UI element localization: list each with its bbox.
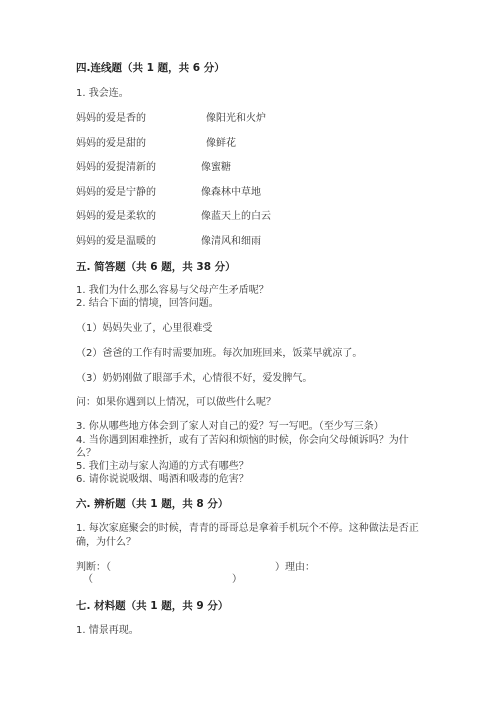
section6-question-1: 1. 每次家庭聚会的时候，青青的哥哥总是拿着手机玩个不停。这种做法是否正 [76,523,419,534]
section7-heading: 七. 材料题（共 1 题，共 9 分） [76,600,229,612]
scenario-3: （3）奶奶刚做了眼部手术，心情很不好，爱发脾气。 [76,373,313,384]
match-left-item: 妈妈的爱是温暖的 [76,236,156,247]
section5-question-4: 4. 当你遇到困难挫折，或有了苦闷和烦恼的时候，你会向父母倾诉吗？为什 [76,435,409,446]
section4-heading: 四.连线题（共 1 题，共 6 分） [76,62,225,74]
match-right-item: 像蜜糖 [201,162,231,173]
match-left-item: 妈妈的爱提清新的 [76,162,156,173]
match-right-item: 像森林中草地 [201,187,261,198]
scenario-question: 问：如果你遇到以上情况，可以做些什么呢？ [76,397,276,408]
reason-label: ）理由： [275,562,315,573]
section6-heading: 六. 辨析题（共 1 题，共 8 分） [76,498,229,510]
match-left-item: 妈妈的爱是香的 [76,113,146,124]
judge-label: 判断：（ [76,562,111,573]
match-left-item: 妈妈的爱是甜的 [76,138,146,149]
match-right-item: 像蓝天上的白云 [201,211,271,222]
section7-question-1: 1. 情景再现。 [76,625,139,636]
match-right-item: 像清风和细雨 [201,236,261,247]
match-left-item: 妈妈的爱是宁静的 [76,187,156,198]
section5-question-3: 3. 你从哪些地方体会到了家人对自己的爱？写一写吧。（至少写三条） [76,421,384,432]
section5-question-1: 1. 我们为什么那么容易与父母产生矛盾呢？ [76,285,269,296]
section5-heading: 五. 简答题（共 6 题，共 38 分） [76,261,236,273]
reason-open-paren: （ [83,574,93,585]
scenario-1: （1）妈妈失业了，心里很难受 [76,323,213,334]
section4-question-1: 1. 我会连。 [76,88,129,99]
scenario-2: （2）爸爸的工作有时需要加班。每次加班回来，饭菜早就凉了。 [76,348,363,359]
section5-question-2: 2. 结合下面的情境，回答问题。 [76,298,219,309]
match-right-item: 像鲜花 [206,138,236,149]
section5-question-6: 6. 请你说说吸烟、喝酒和吸毒的危害？ [76,474,249,485]
match-right-item: 像阳光和火炉 [206,113,266,124]
reason-close-paren: ） [232,574,242,585]
section6-question-1-cont: 确，为什么？ [76,537,136,548]
match-left-item: 妈妈的爱是柔软的 [76,211,156,222]
section5-question-5: 5. 我们主动与家人沟通的方式有哪些？ [76,461,249,472]
section5-question-4-cont: 么？ [76,448,96,459]
